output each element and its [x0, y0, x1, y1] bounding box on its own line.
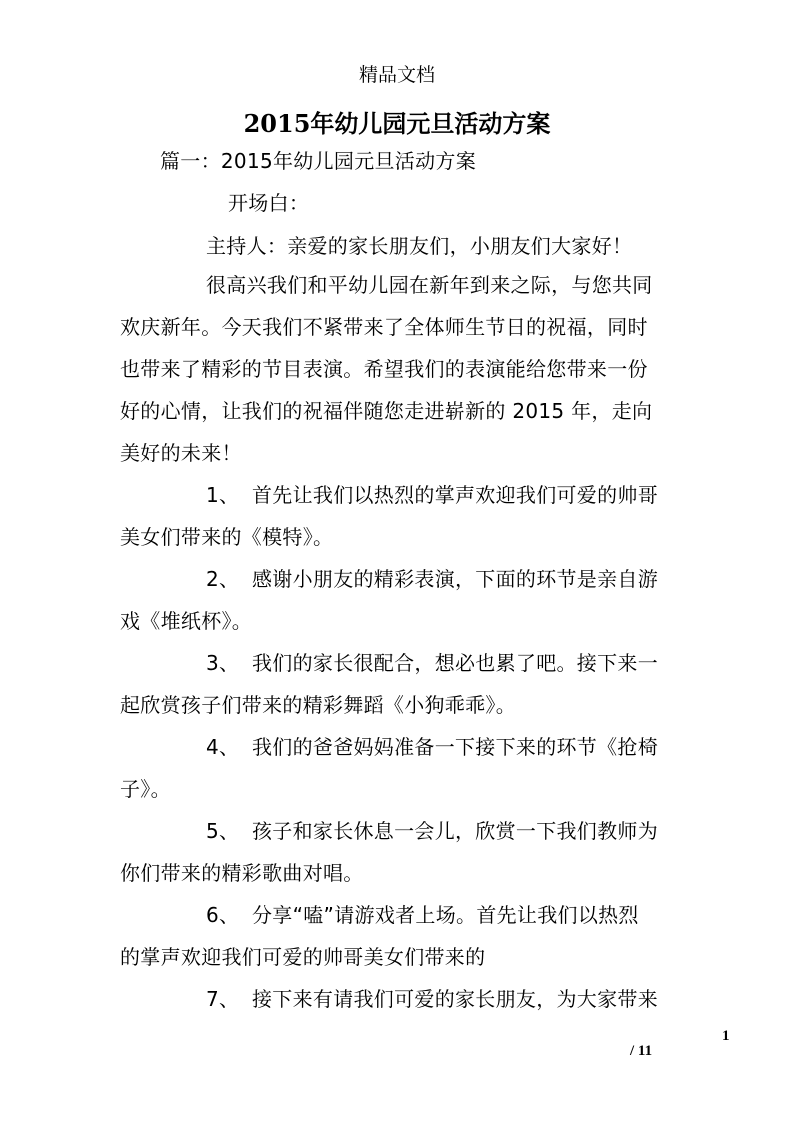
item-number: 5、: [206, 819, 240, 843]
document-title: 2015年幼儿园元旦活动方案: [243, 109, 551, 138]
list-item: [206, 482, 658, 508]
intro-line: 也带来了精彩的节目表演。希望我们的表演能给您带来一份: [120, 357, 648, 381]
item-continuation: 子》。: [120, 777, 171, 801]
intro-line: 好的心情，让我们的祝福伴随您走进崭新的 2015 年，走向: [120, 399, 653, 423]
list-item: [206, 986, 658, 1012]
page-header: 精品文档: [358, 64, 435, 86]
item-text: 我们的家长很配合，想必也累了吧。接下来一: [252, 651, 658, 675]
intro-line: 很高兴我们和平幼儿园在新年到来之际，与您共同: [206, 273, 653, 297]
item-continuation: 美女们带来的《模特》。: [120, 525, 334, 549]
item-text: 我们的爸爸妈妈准备一下接下来的环节《抢椅: [252, 735, 658, 759]
section-heading: 篇一：2015年幼儿园元旦活动方案: [160, 149, 476, 173]
intro-line: 欢庆新年。今天我们不紧带来了全体师生节日的祝福，同时: [120, 315, 648, 339]
opening-label: 开场白：: [228, 191, 310, 215]
item-continuation: 起欣赏孩子们带来的精彩舞蹈《小狗乖乖》。: [120, 693, 516, 717]
list-item: [206, 818, 658, 844]
item-text: 分享“嗑”请游戏者上场。首先让我们以热烈: [252, 903, 639, 927]
page-total: / 11: [630, 1043, 653, 1059]
item-continuation: 的掌声欢迎我们可爱的帅哥美女们带来的: [120, 945, 486, 969]
page-number: 1: [722, 1028, 730, 1044]
item-number: 2、: [206, 567, 240, 591]
intro-line: 美好的未来！: [120, 441, 242, 465]
item-number: 6、: [206, 903, 240, 927]
list-item: [206, 566, 658, 592]
item-text: 接下来有请我们可爱的家长朋友，为大家带来: [252, 987, 658, 1011]
item-text: 感谢小朋友的精彩表演，下面的环节是亲自游: [252, 567, 658, 591]
item-continuation: 你们带来的精彩歌曲对唱。: [120, 861, 364, 885]
item-number: 1、: [206, 483, 240, 507]
item-number: 3、: [206, 651, 240, 675]
list-item: [206, 902, 639, 928]
item-number: 4、: [206, 735, 240, 759]
item-continuation: 戏《堆纸杯》。: [120, 609, 253, 633]
list-item: [206, 650, 658, 676]
item-text: 孩子和家长休息一会儿，欣赏一下我们教师为: [252, 819, 658, 843]
item-text: 首先让我们以热烈的掌声欢迎我们可爱的帅哥: [252, 483, 658, 507]
host-line: 主持人：亲爱的家长朋友们，小朋友们大家好！: [206, 234, 633, 258]
list-item: [206, 734, 658, 760]
item-number: 7、: [206, 987, 240, 1011]
